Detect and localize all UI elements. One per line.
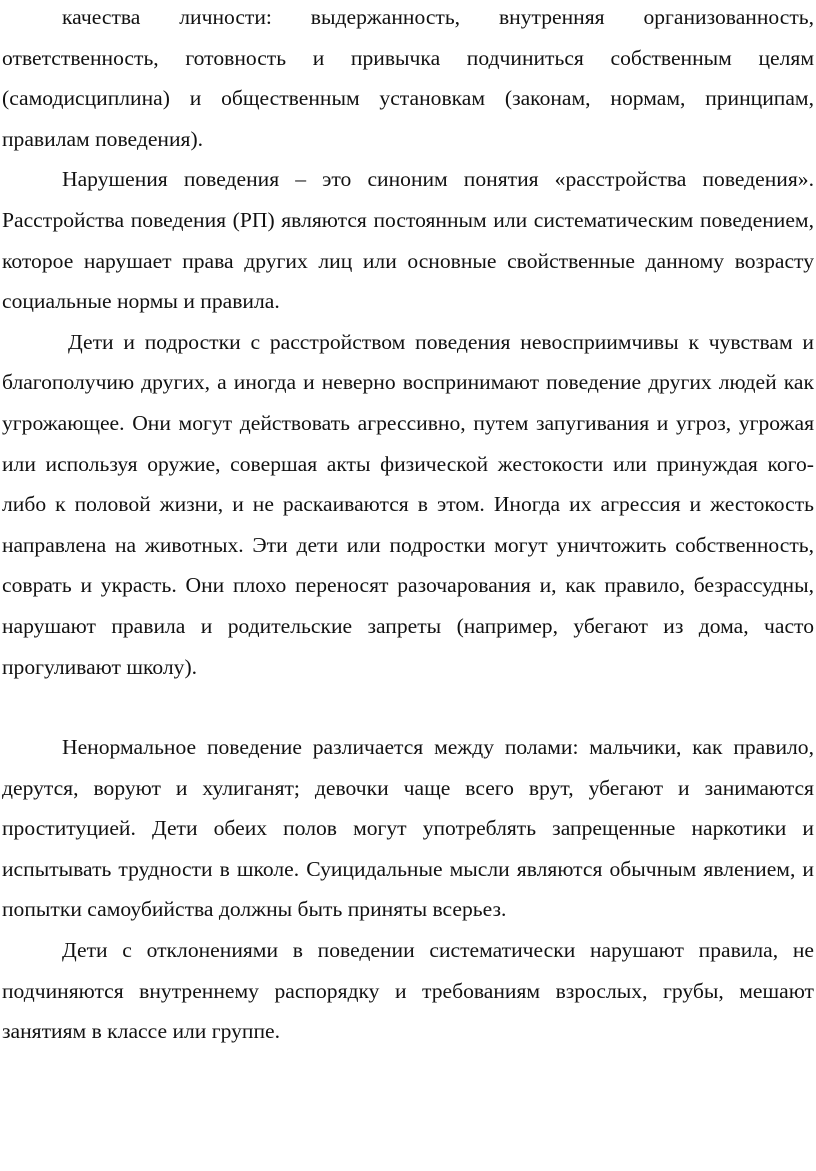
paragraph-personal-qualities: качества личности: выдержанность, внутренняя организованность, ответственность, готовность и привычка подчиниться собственным целям (самодисциплина) и общественным установкам (законам, нормам, принципам, правилам поведения). — [2, 5, 814, 151]
paragraph-behavior-disorder-definition: Нарушения поведения – это синоним понятия «расстройства поведения». Расстройства поведения (РП) являются постоянным или систематическим поведением, которое нарушает права других лиц или основные свойственные данному возрасту социальные нормы и правила. — [2, 167, 814, 314]
paragraph-children-adolescents: Дети и подростки с расстройством поведения невосприимчивы к чувствам и благополучию других, а иногда и неверно воспринимают поведение других людей как угрожающее. Они могут действовать агрессивно, путем запугивания и угроз, угрожая или используя оружие, совершая акты физической жестокости или принуждая кого-либо к половой жизни, и не раскаиваются в этом. Иногда их агрессия и жестокость направлена на животных. Эти дети или подростки могут уничтожить собственность, соврать и украсть. Они плохо переносят разочарования и, как правило, безрассудны, нарушают правила и родительские запреты (например, убегают из дома, часто прогуливают школу). — [2, 329, 814, 679]
paragraph-gender-differences: Ненормальное поведение различается между полами: мальчики, как правило, дерутся, воруют и хулиганят; девочки чаще всего врут, убегают и занимаются проституцией. Дети обеих полов могут употреблять запрещенные наркотики и испытывать трудности в школе. Суицидальные мысли являются обычным явлением, и попытки самоубийства должны быть приняты всерьез. — [2, 735, 814, 922]
paragraph-deviant-children: Дети с отклонениями в поведении систематически нарушают правила, не подчиняются внутреннему распорядку и требованиям взрослых, грубы, мешают занятиям в классе или группе. — [2, 938, 814, 1044]
